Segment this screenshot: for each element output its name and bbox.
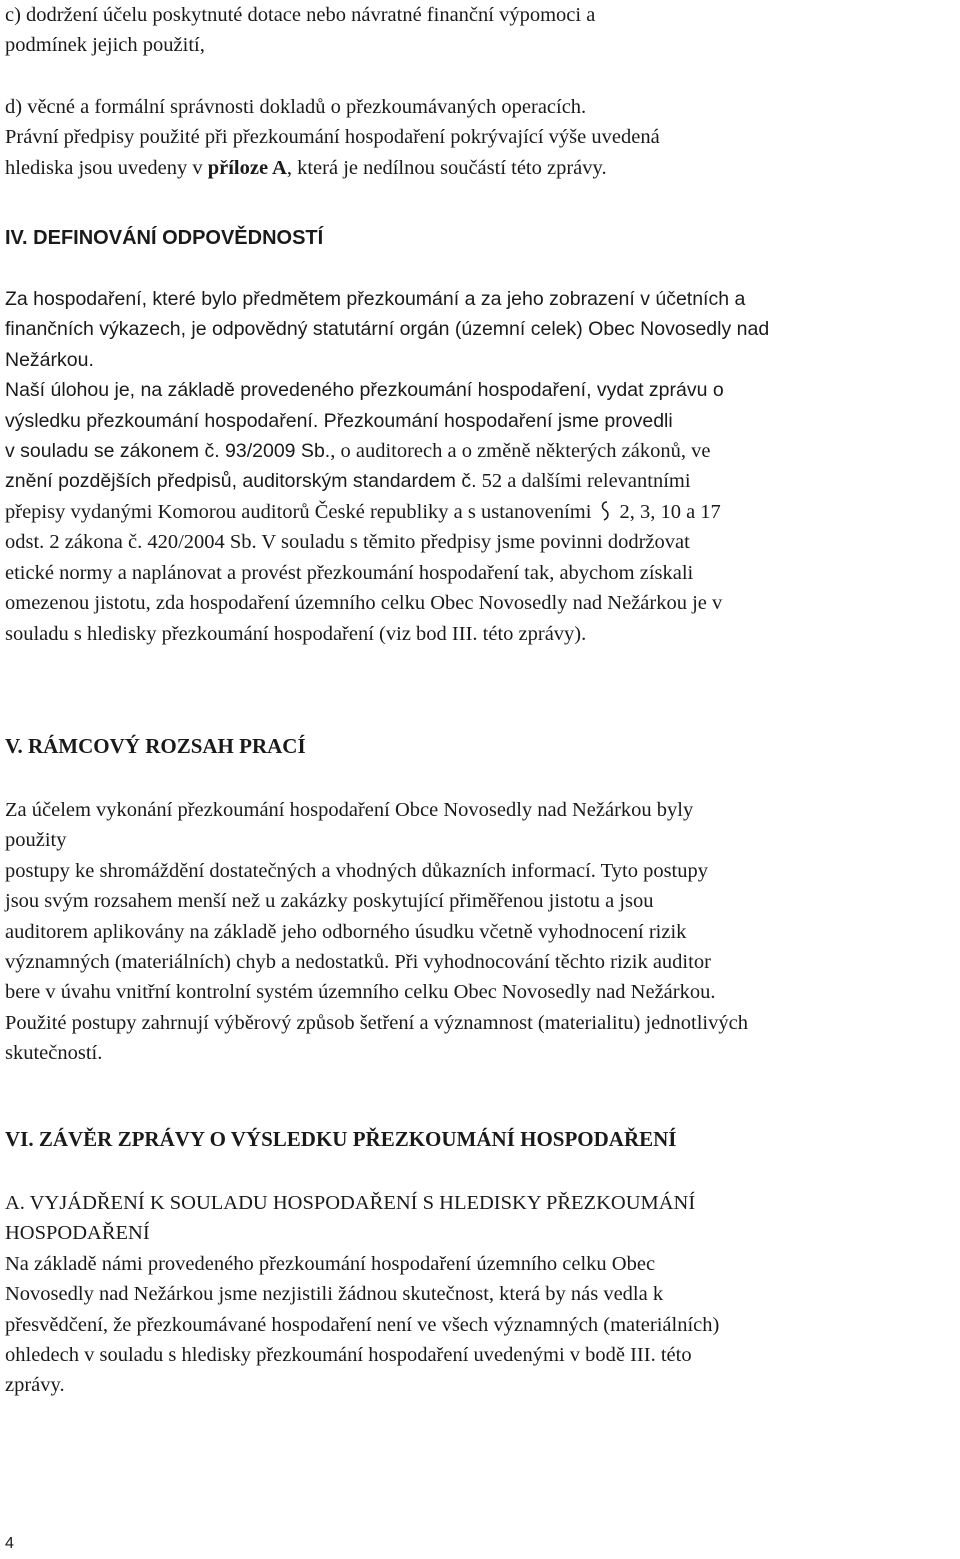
section-vi-line-1: Na základě námi provedeného přezkoumání hospodaření územního celku Obec: [5, 1252, 656, 1275]
section-iv-p1-line-3: Nežárkou.: [5, 348, 94, 371]
section-iv-p2-line-3-tail: , o auditorech a o změně některých zákonů, ve: [330, 440, 711, 463]
intro-line-5-text: hlediska jsou uvedeny v: [5, 156, 208, 179]
intro-line-3: d) věcné a formální správnosti dokladů o přezkoumávaných operacích.: [5, 96, 587, 118]
section-v-line-5: auditorem aplikovány na základě jeho odborného úsudku včetně vyhodnocení rizik: [5, 920, 687, 943]
section-iv-p2-line-6: [5, 527, 955, 557]
intro-line-4: Právní předpisy použité při přezkoumání hospodaření pokrývající výše uvedená: [5, 126, 660, 149]
section-sign-icon: [594, 499, 616, 523]
section-iv-p2-line-3: [5, 436, 955, 466]
intro-text-2: [5, 92, 955, 183]
section-iv-p2-line-7: etické normy a naplánovat a provést přezkoumání hospodaření tak, abychom získali: [5, 561, 694, 584]
section-vi-heading: VI. ZÁVĚR ZPRÁVY O VÝSLEDKU PŘEZKOUMÁNÍ HOSPODAŘENÍ: [5, 1127, 677, 1151]
section-vi-line-2: Novosedly nad Nežárkou jsme nezjistili žádnou skutečnost, která by nás vedla k: [5, 1283, 664, 1306]
section-iv-p1-line-2: finančních výkazech, je odpovědný statutární orgán (územní celek) Obec Novosedly nad: [5, 318, 770, 341]
section-v-line-9: skutečností.: [5, 1042, 103, 1065]
section-vi-line-3: přesvědčení, že přezkoumávané hospodaření není ve všech významných (materiálních): [5, 1313, 720, 1336]
section-iv-p2-line-8: omezenou jistotu, zda hospodaření územního celku Obec Novosedly nad Nežárkou je v: [5, 592, 723, 615]
section-vi-line-5: zprávy.: [5, 1374, 65, 1397]
section-iv-p2-line-5: [5, 497, 955, 527]
section-iv-p2-line-4-tail: 52 a dalšími relevantními: [476, 470, 691, 493]
intro-line-5: [5, 153, 955, 183]
section-vi-subheading-line-2: HOSPODAŘENÍ: [5, 1222, 150, 1245]
section-iv-p2-line-4: [5, 466, 955, 496]
page-number: 4: [5, 1535, 14, 1552]
section-iv-p2-line-2: výsledku přezkoumání hospodaření. Přezkoumání hospodaření jsme provedli: [5, 409, 673, 432]
section-v-line-3: postupy ke shromáždění dostatečných a vhodných důkazních informací. Tyto postupy: [5, 859, 708, 882]
annex-a-reference: příloze A: [207, 156, 287, 179]
section-vi-subheading: [5, 1188, 955, 1401]
intro-text: [5, 0, 955, 91]
section-iv-heading: IV. DEFINOVÁNÍ ODPOVĚDNOSTÍ: [5, 227, 324, 249]
section-vi-subheading-line-1: A. VYJÁDŘENÍ K SOULADU HOSPODAŘENÍ S HLEDISKY PŘEZKOUMÁNÍ: [5, 1192, 696, 1214]
section-v-line-6: významných (materiálních) chyb a nedostatků. Při vyhodnocování těchto rizik auditor: [5, 951, 711, 974]
section-v-line-8: Použité postupy zahrnují výběrový způsob šetření a významnost (materialitu) jednotlivých: [5, 1011, 748, 1034]
intro-line-1: c) dodržení účelu poskytnuté dotace nebo návratné finanční výpomoci a: [5, 4, 596, 26]
section-iv-p2-line-9: souladu s hledisky přezkoumání hospodaření (viz bod III. této zprávy).: [5, 622, 587, 645]
section-iv-p2-line-5-text: přepisy vydanými Komorou auditorů České republiky a s ustanoveními: [5, 501, 592, 523]
section-iv-paragraph-2: [5, 497, 955, 649]
law-reference-93-2009: v souladu se zákonem č. 93/2009 Sb.: [5, 440, 331, 463]
section-iv-p1-line-1: Za hospodaření, které bylo předmětem přezkoumání a za jeho zobrazení v účetních a: [5, 288, 746, 310]
blank-line: [5, 61, 955, 91]
section-iv-p2-line-4-text: znění pozdějších předpisů, auditorským standardem č.: [5, 470, 477, 493]
section-iv-p2-line-5-tail: 2, 3, 10 a 17: [619, 501, 721, 523]
section-v-heading: V. RÁMCOVÝ ROZSAH PRACÍ: [5, 734, 306, 758]
law-reference-420-2004: odst. 2 zákona č. 420/2004 Sb.: [5, 531, 257, 554]
intro-line-2: podmínek jejich použití,: [5, 34, 205, 57]
section-v-paragraph: [5, 795, 955, 1069]
section-iv-paragraph-1: [5, 284, 955, 497]
section-vi-line-4: ohledech v souladu s hledisky přezkoumání hospodaření uvedenými v bodě III. této: [5, 1344, 692, 1367]
intro-line-5-tail: , která je nedílnou součástí této zprávy.: [286, 156, 607, 179]
section-v-line-1: Za účelem vykonání přezkoumání hospodaření Obce Novosedly nad Nežárkou byly: [5, 799, 694, 821]
section-v-line-2: použity: [5, 829, 67, 852]
section-iv-p2-line-1: Naší úlohou je, na základě provedeného přezkoumání hospodaření, vydat zprávu o: [5, 379, 724, 402]
section-iv-p2-line-6-tail: V souladu s těmito předpisy jsme povinni dodržovat: [256, 531, 690, 554]
section-v-line-7: bere v úvahu vnitřní kontrolní systém územního celku Obec Novosedly nad Nežárkou.: [5, 981, 716, 1004]
section-v-line-4: jsou svým rozsahem menší než u zakázky poskytující přiměřenou jistotu a jsou: [5, 890, 654, 913]
